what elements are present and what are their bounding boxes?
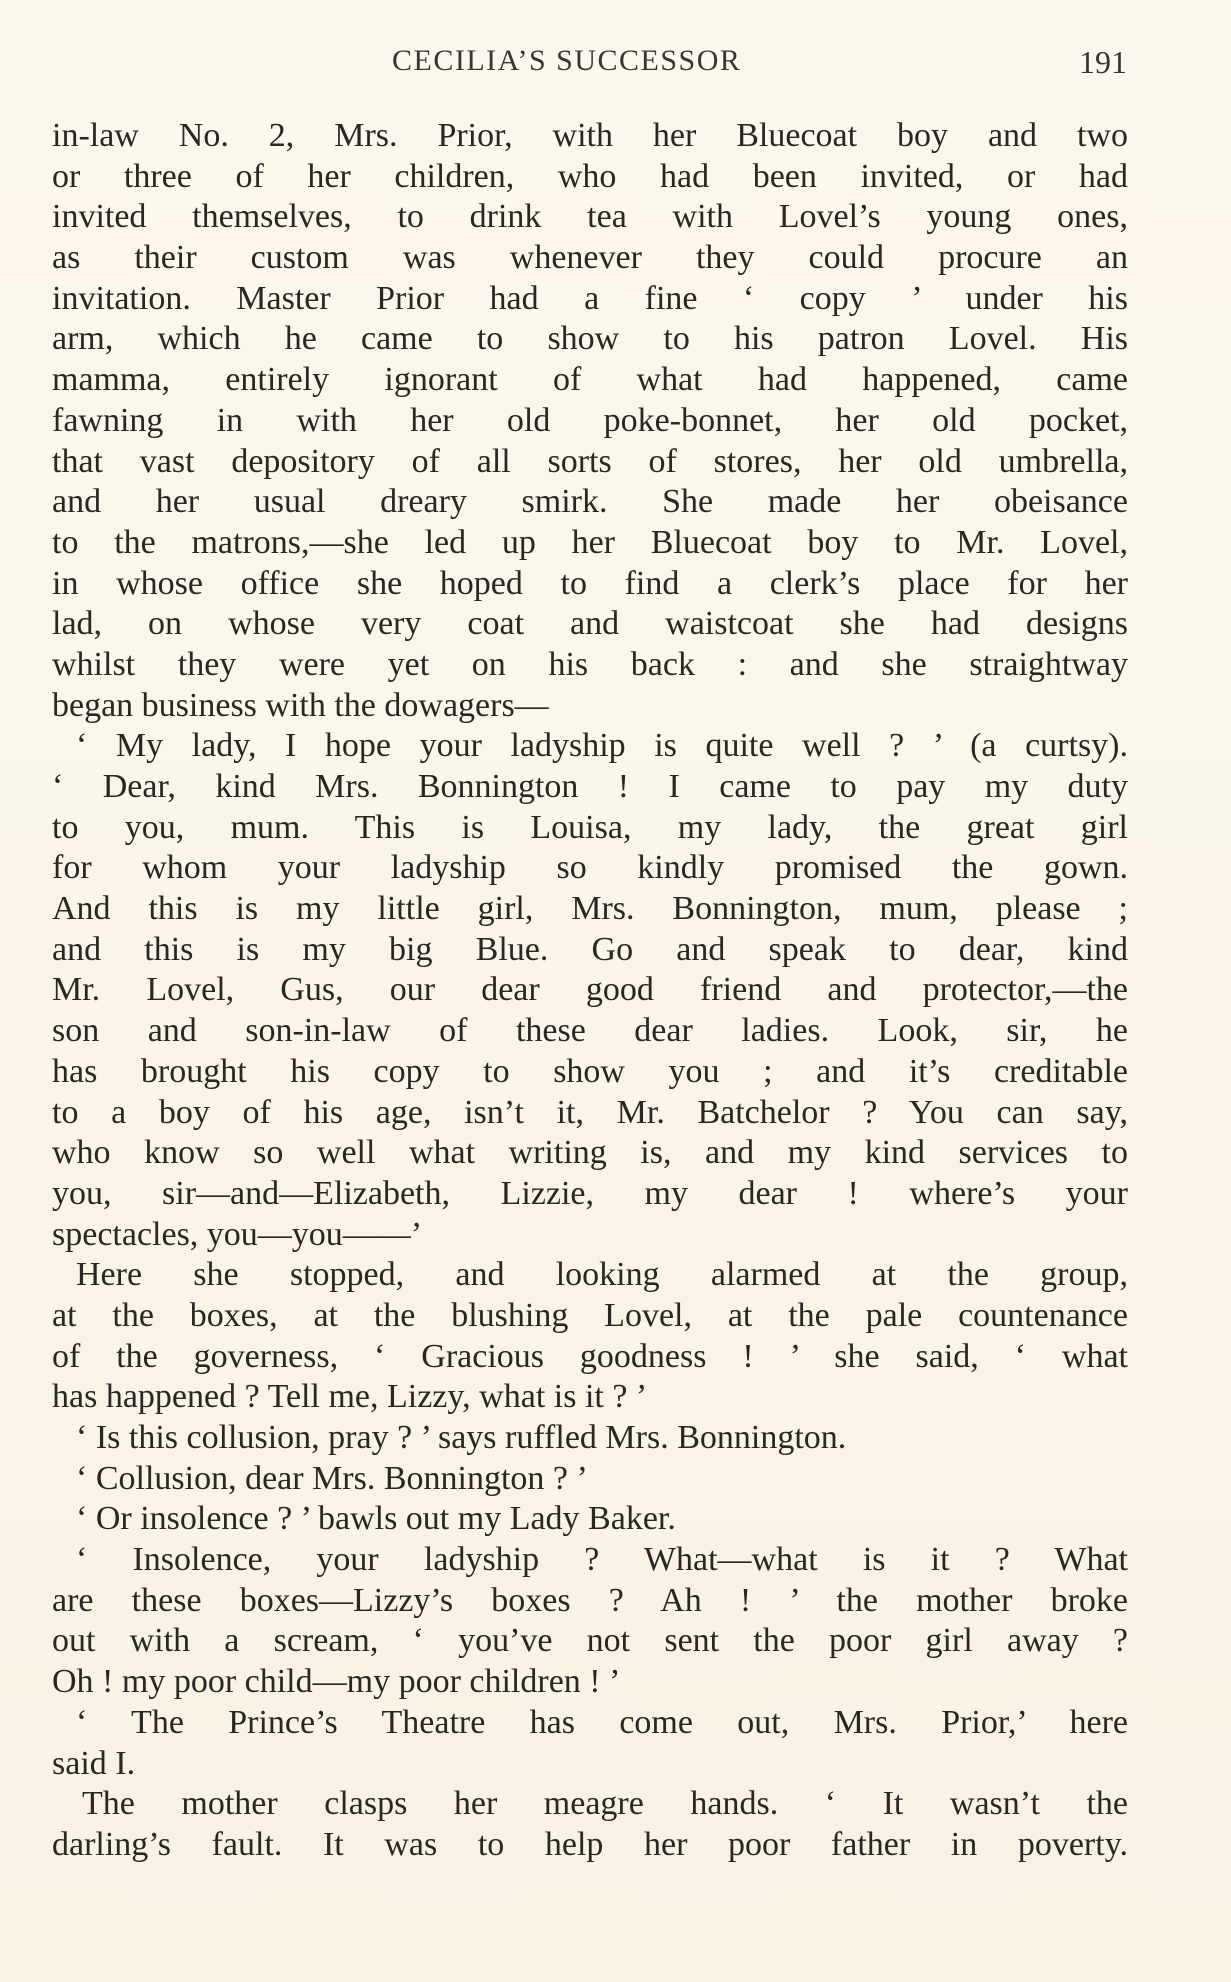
text-line: ‘ Dear, kind Mrs. Bonnington ! I came to pay my duty [52,768,1128,805]
text-line: are these boxes—Lizzy’s boxes ? Ah ! ’ the mother broke [52,1581,1128,1619]
text-line: has happened ? Tell me, Lizzy, what is it ? ’ [52,1378,648,1416]
text-line: said I. [52,1744,136,1782]
text-line: And this is my little girl, Mrs. Bonnington, mum, please ; [52,890,1128,928]
text-line: as their custom was whenever they could procure an [52,239,1128,277]
text-line: darling’s fault. It was to help her poor father in poverty. [52,1825,1128,1863]
text-line: to the matrons,—she led up her Bluecoat boy to Mr. Lovel, [52,523,1128,561]
page-number: 191 [1079,44,1127,80]
text-line: and her usual dreary smirk. She made her obeisance [52,483,1128,521]
running-head [0,44,1231,84]
text-line: Here she stopped, and looking alarmed at the group, [76,1256,1128,1294]
text-line: The mother clasps her meagre hands. ‘ It wasn’t the [82,1785,1128,1823]
text-line: Oh ! my poor child—my poor children ! ’ [52,1663,621,1701]
text-line: invited themselves, to drink tea with Lovel’s young ones, [52,198,1128,236]
text-line: that vast depository of all sorts of stores, her old umbrella, [52,442,1128,480]
text-line: Mr. Lovel, Gus, our dear good friend and protector,—the [52,971,1128,1009]
text-line: mamma, entirely ignorant of what had happened, came [52,361,1128,399]
text-line: began business with the dowagers— [52,686,549,724]
text-line: who know so well what writing is, and my kind services to [52,1134,1128,1172]
text-line: of the governess, ‘ Gracious goodness ! ’ she said, ‘ what [52,1337,1128,1375]
text-line: or three of her children, who had been invited, or had [52,157,1128,195]
text-line: ‘ Or insolence ? ’ bawls out my Lady Baker. [76,1500,676,1538]
body-text [52,116,1128,1866]
text-line: in-law No. 2, Mrs. Prior, with her Bluecoat boy and two [52,117,1128,154]
text-line: fawning in with her old poke-bonnet, her old pocket, [52,401,1128,439]
text-line: you, sir—and—Elizabeth, Lizzie, my dear ! where’s your [52,1174,1128,1212]
text-line: in whose office she hoped to find a clerk’s place for her [52,564,1128,602]
text-line: ‘ The Prince’s Theatre has come out, Mrs. Prior,’ here [76,1703,1128,1741]
text-line: lad, on whose very coat and waistcoat she had designs [52,605,1128,643]
text-line: whilst they were yet on his back : and she straightway [52,645,1128,683]
text-line: to you, mum. This is Louisa, my lady, the great girl [52,808,1128,846]
text-line: for whom your ladyship so kindly promised the gown. [52,849,1128,887]
text-line: ‘ Collusion, dear Mrs. Bonnington ? ’ [76,1459,588,1497]
text-line: to a boy of his age, isn’t it, Mr. Batchelor ? You can say, [52,1093,1128,1131]
text-line: has brought his copy to show you ; and it’s creditable [52,1052,1128,1090]
text-line: spectacles, you—you——’ [52,1215,423,1253]
text-line: ‘ My lady, I hope your ladyship is quite well ? ’ (a curtsy). [76,727,1128,765]
text-line: at the boxes, at the blushing Lovel, at the pale countenance [52,1296,1128,1334]
text-line: ‘ Is this collusion, pray ? ’ says ruffled Mrs. Bonnington. [76,1419,847,1456]
text-line: out with a scream, ‘ you’ve not sent the poor girl away ? [52,1622,1128,1660]
text-line: invitation. Master Prior had a fine ‘ copy ’ under his [52,279,1128,317]
text-line: ‘ Insolence, your ladyship ? What—what is it ? What [76,1541,1128,1579]
text-line: son and son-in-law of these dear ladies. Look, sir, he [52,1012,1128,1050]
running-title: CECILIA’S SUCCESSOR [392,44,742,77]
text-line: and this is my big Blue. Go and speak to dear, kind [52,930,1128,968]
text-line: arm, which he came to show to his patron Lovel. His [52,320,1128,358]
